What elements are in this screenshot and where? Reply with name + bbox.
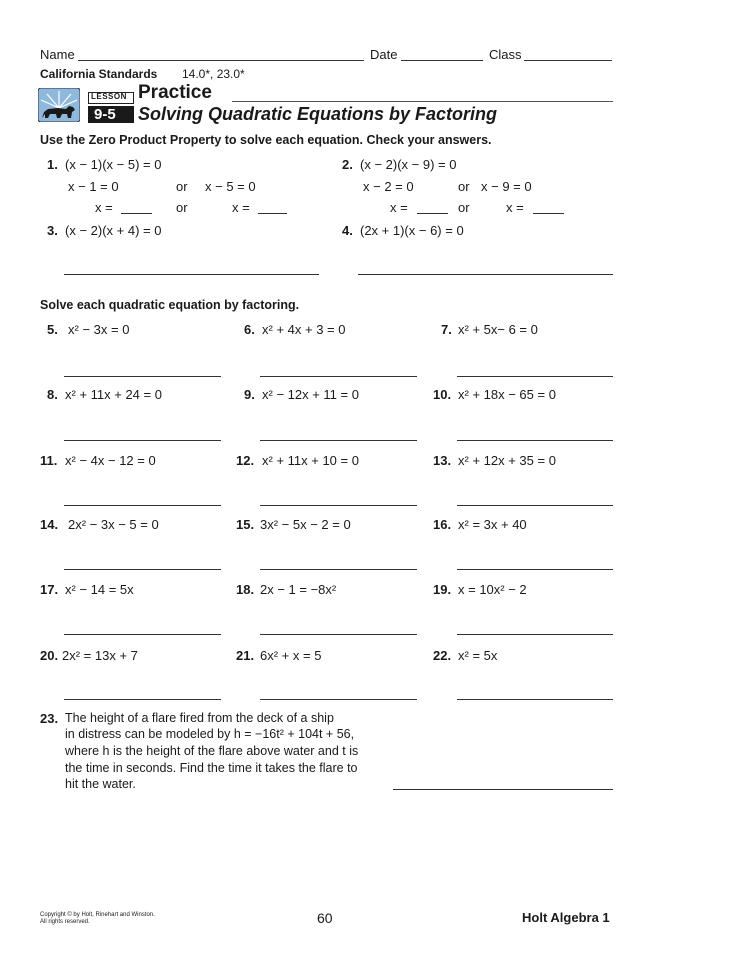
problem-equation: (2x + 1)(x − 6) = 0 — [360, 223, 464, 238]
lesson-tag — [88, 92, 134, 104]
problem-equation: x² − 4x − 12 = 0 — [65, 453, 156, 468]
date-label: Date — [370, 47, 398, 62]
problem-number: 5. — [47, 322, 58, 337]
problem-number: 14. — [40, 517, 59, 532]
answer-blank[interactable] — [457, 569, 613, 570]
copyright-line: Copyright © by Holt, Rinehart and Winston. — [40, 912, 155, 918]
problem-number: 19. — [433, 582, 452, 597]
problem-number: 21. — [236, 648, 255, 663]
problem-equation: x² + 5x− 6 = 0 — [458, 322, 538, 337]
date-field[interactable] — [401, 60, 483, 61]
answer-blank[interactable] — [64, 699, 221, 700]
problem-equation: 2x² = 13x + 7 — [62, 648, 138, 663]
x-equals-label: x = — [390, 200, 408, 215]
problem-number: 7. — [441, 322, 452, 337]
answer-blank[interactable] — [260, 440, 417, 441]
problem-equation: x² + 12x + 35 = 0 — [458, 453, 556, 468]
problem-number: 4. — [342, 223, 353, 238]
problem-equation: x² − 3x = 0 — [68, 322, 130, 337]
problem-number: 2. — [342, 157, 353, 172]
class-label: Class — [489, 47, 522, 62]
problem-equation: x² − 12x + 11 = 0 — [262, 387, 359, 402]
problem-number: 20. — [40, 648, 59, 663]
book-title: Holt Algebra 1 — [522, 910, 610, 925]
section2-instruction: Solve each quadratic equation by factoring. — [40, 298, 300, 312]
problem-number: 18. — [236, 582, 255, 597]
answer-blank[interactable] — [64, 505, 221, 506]
or-label: or — [176, 179, 188, 194]
answer-blank[interactable] — [533, 213, 564, 214]
problem-number: 1. — [47, 157, 58, 172]
section1-instruction: Use the Zero Product Property to solve each equation. Check your answers. — [40, 133, 492, 147]
problem-equation: 2x² − 3x − 5 = 0 — [68, 517, 159, 532]
name-label: Name — [40, 47, 75, 62]
answer-blank[interactable] — [121, 213, 152, 214]
problem-number: 17. — [40, 582, 59, 597]
answer-blank[interactable] — [260, 376, 417, 377]
problem-number: 3. — [47, 223, 58, 238]
problem-equation: 2x − 1 = −8x² — [260, 582, 337, 597]
x-equals-label: x = — [232, 200, 250, 215]
class-field[interactable] — [524, 60, 612, 61]
factor-left: x − 2 = 0 — [363, 179, 414, 194]
lesson-title: Solving Quadratic Equations by Factoring — [138, 104, 498, 124]
factor-right: x − 9 = 0 — [481, 179, 532, 194]
problem-number: 22. — [433, 648, 452, 663]
answer-blank[interactable] — [457, 699, 613, 700]
standards-label: California Standards — [40, 67, 158, 81]
answer-blank[interactable] — [260, 569, 417, 570]
problem-number: 6. — [244, 322, 255, 337]
answer-blank[interactable] — [64, 634, 221, 635]
problem-equation: x² − 14 = 5x — [65, 582, 134, 597]
problem-equation: x² = 3x + 40 — [458, 517, 527, 532]
x-equals-label: x = — [95, 200, 113, 215]
problem-equation: x² + 4x + 3 = 0 — [262, 322, 346, 337]
problem-equation: (x − 1)(x − 5) = 0 — [65, 157, 162, 172]
problem-number: 12. — [236, 453, 255, 468]
problem-equation: (x − 2)(x + 4) = 0 — [65, 223, 162, 238]
answer-blank[interactable] — [260, 699, 417, 700]
answer-blank[interactable] — [457, 440, 613, 441]
x-equals-label: x = — [506, 200, 524, 215]
problem-equation: x = 10x² − 2 — [458, 582, 527, 597]
problem-equation: 6x² + x = 5 — [260, 648, 322, 663]
answer-blank[interactable] — [457, 505, 613, 506]
problem-number: 9. — [244, 387, 255, 402]
problem-number: 23. — [40, 711, 59, 726]
problem-number: 10. — [433, 387, 452, 402]
lesson-number-box — [88, 106, 134, 123]
problem-equation: x² + 11x + 24 = 0 — [65, 387, 162, 402]
answer-blank[interactable] — [64, 440, 221, 441]
or-label: or — [176, 200, 188, 215]
name-field[interactable] — [78, 60, 364, 61]
answer-blank[interactable] — [457, 376, 613, 377]
lesson-number: 9-5 — [94, 106, 116, 123]
problem-number: 8. — [47, 387, 58, 402]
standards-values: 14.0*, 23.0* — [182, 67, 245, 81]
bear-icon — [38, 88, 80, 122]
problem-number: 15. — [236, 517, 255, 532]
problem-number: 16. — [433, 517, 452, 532]
problem-text-line: The height of a flare fired from the deck of a ship — [65, 711, 334, 725]
practice-title: Practice — [138, 82, 212, 103]
copyright-line: All rights reserved. — [40, 919, 90, 925]
answer-blank[interactable] — [64, 376, 221, 377]
header-rule — [232, 101, 613, 102]
answer-blank[interactable] — [260, 634, 417, 635]
problem-text-line: where h is the height of the flare above water and t is — [65, 744, 359, 758]
answer-blank[interactable] — [393, 789, 613, 790]
answer-blank[interactable] — [457, 634, 613, 635]
problem-text-line: the time in seconds. Find the time it takes the flare to — [65, 761, 358, 775]
or-label: or — [458, 179, 470, 194]
problem-number: 13. — [433, 453, 452, 468]
or-label: or — [458, 200, 470, 215]
problem-equation: x² = 5x — [458, 648, 498, 663]
problem-text-line: in distress can be modeled by h = −16t² + 104t + 56, — [65, 727, 355, 741]
problem-equation: x² + 18x − 65 = 0 — [458, 387, 556, 402]
answer-blank[interactable] — [64, 274, 319, 275]
problem-equation: 3x² − 5x − 2 = 0 — [260, 517, 351, 532]
problem-text-line: hit the water. — [65, 777, 136, 791]
problem-number: 11. — [40, 453, 58, 468]
factor-left: x − 1 = 0 — [68, 179, 119, 194]
answer-blank[interactable] — [260, 505, 417, 506]
problem-equation: (x − 2)(x − 9) = 0 — [360, 157, 457, 172]
answer-blank[interactable] — [258, 213, 287, 214]
copyright — [40, 912, 200, 926]
answer-blank[interactable] — [64, 569, 221, 570]
lesson-label: LESSON — [91, 92, 127, 101]
problem-equation: x² + 11x + 10 = 0 — [262, 453, 359, 468]
factor-right: x − 5 = 0 — [205, 179, 256, 194]
answer-blank[interactable] — [417, 213, 448, 214]
answer-blank[interactable] — [358, 274, 613, 275]
page-number: 60 — [317, 910, 333, 926]
